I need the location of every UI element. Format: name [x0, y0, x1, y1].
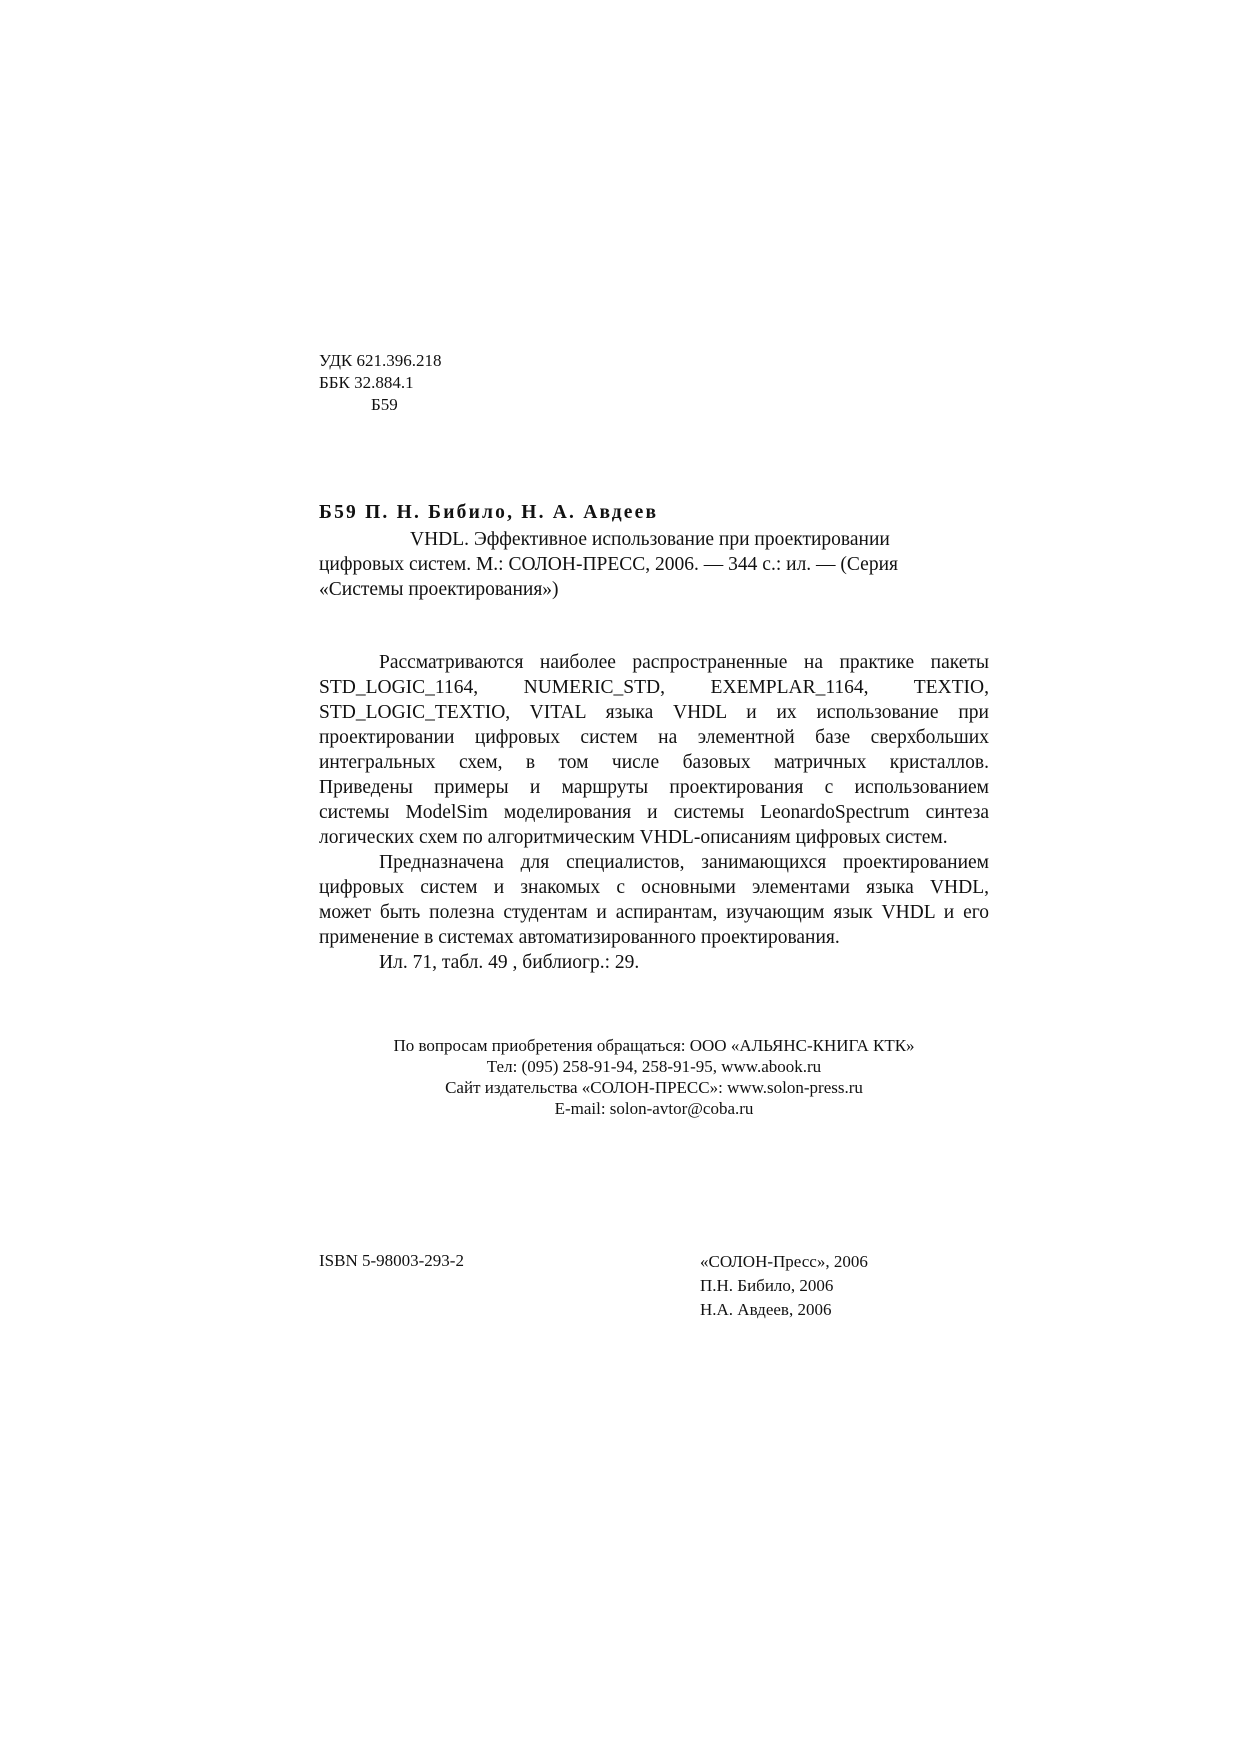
abstract-line: Рассматриваются наиболее распространенные на практике пакеты — [379, 652, 989, 673]
biblio-line: цифровых систем. М.: СОЛОН-ПРЕСС, 2006. — 344 с.: ил. — (Серия — [319, 554, 898, 575]
copyright-line: П.Н. Бибило, 2006 — [700, 1276, 834, 1295]
abstract-line: может быть полезна студентам и аспирантам, изучающим язык VHDL и его — [319, 902, 989, 923]
abstract-line: применение в системах автоматизированного проектирования. — [319, 927, 840, 948]
contact-line: Тел: (095) 258-91-94, 258-91-95, www.abook.ru — [486, 1057, 822, 1076]
purchase-contacts — [319, 1035, 989, 1119]
bbk-code: ББК 32.884.1 — [319, 373, 414, 392]
abstract-line: цифровых систем и знакомых с основными элементами языка VHDL, — [319, 877, 989, 898]
illustration-stats: Ил. 71, табл. 49 , библиогр.: 29. — [379, 952, 640, 973]
classification-codes — [319, 350, 442, 416]
udk-code: УДК 621.396.218 — [319, 351, 442, 370]
biblio-line: VHDL. Эффективное использование при проектировании — [410, 529, 890, 550]
abstract-line: Приведены примеры и маршруты проектирования с использованием — [319, 777, 989, 798]
contact-line: По вопросам приобретения обращаться: ООО «АЛЬЯНС-КНИГА КТК» — [393, 1036, 915, 1055]
contact-line: E-mail: solon-avtor@coba.ru — [554, 1099, 754, 1118]
abstract-line: STD_LOGIC_1164, NUMERIC_STD, EXEMPLAR_1164, TEXTIO, — [319, 677, 989, 698]
bibliographic-entry — [319, 500, 989, 602]
isbn: ISBN 5-98003-293-2 — [319, 1251, 464, 1270]
abstract — [319, 650, 989, 975]
abstract-line: системы ModelSim моделирования и системы LeonardoSpectrum синтеза — [319, 802, 989, 823]
authors-heading: Б59 П. Н. Бибило, Н. А. Авдеев — [319, 502, 659, 523]
abstract-line: Предназначена для специалистов, занимающихся проектированием — [379, 852, 989, 873]
biblio-line: «Системы проектирования») — [319, 579, 559, 600]
abstract-line: STD_LOGIC_TEXTIO, VITAL языка VHDL и их использование при — [319, 702, 989, 723]
abstract-line: проектировании цифровых систем на элементной базе сверхбольших — [319, 727, 989, 748]
abstract-line: логических схем по алгоритмическим VHDL-описаниям цифровых систем. — [319, 827, 948, 848]
contact-line: Сайт издательства «СОЛОН-ПРЕСС»: www.solon-press.ru — [445, 1078, 863, 1097]
abstract-line: интегральных схем, в том числе базовых матричных кристаллов. — [319, 752, 989, 773]
author-mark: Б59 — [371, 395, 398, 414]
copyright-notices — [700, 1250, 868, 1322]
copyright-line: «СОЛОН-Пресс», 2006 — [700, 1252, 868, 1271]
copyright-line: Н.А. Авдеев, 2006 — [700, 1300, 832, 1319]
